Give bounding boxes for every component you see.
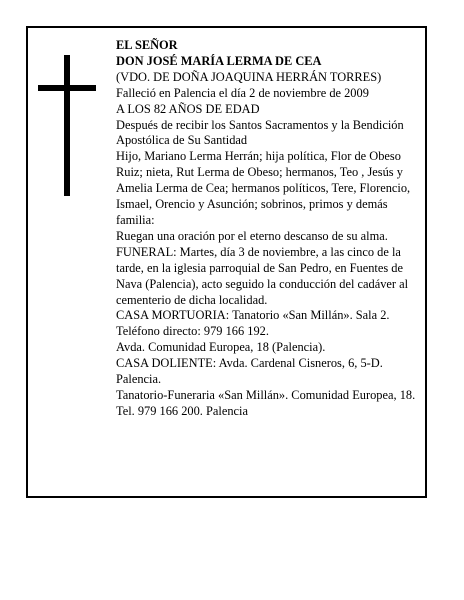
notice-title: EL SEÑOR (116, 38, 178, 52)
obituary-text (116, 38, 426, 420)
casa-doliente: CASA DOLIENTE: Avda. Cardenal Cisneros, 6, 5-D. Palencia. (116, 356, 383, 387)
prayer: Ruegan una oración por el eterno descanso de su alma. (116, 228, 388, 243)
age: A LOS 82 AÑOS DE EDAD (116, 101, 260, 116)
casa-mortuoria: CASA MORTUORIA: Tanatorio «San Millán». Sala 2. Teléfono directo: 979 166 192. (116, 308, 390, 339)
death-date: Falleció en Palencia el día 2 de noviembre de 2009 (116, 85, 369, 100)
funeral: FUNERAL: Martes, día 3 de noviembre, a las cinco de la tarde, en la iglesia parroquial de San Pedro, en Fuentes de Nava (Palencia), acto seguido la conducción del cadáver al cementerio de dicha localidad. (116, 244, 409, 307)
widow-of: (VDO. DE DOÑA JOAQUINA HERRÁN TORRES) (116, 69, 382, 84)
sacraments: Después de recibir los Santos Sacramentos y la Bendición Apostólica de Su Santidad (116, 117, 404, 148)
funeraria: Tanatorio-Funeraria «San Millán». Comunidad Europea, 18. Tel. 979 166 200. Palencia (116, 387, 416, 418)
deceased-name: DON JOSÉ MARÍA LERMA DE CEA (116, 53, 322, 68)
cross-icon-arm (38, 85, 96, 91)
cross-icon (64, 55, 70, 196)
family: Hijo, Mariano Lerma Herrán; hija política, Flor de Obeso Ruiz; nieta, Rut Lerma de Obeso; hermanos, Teo , Jesús y Amelia Lerma de Cea; hermanos políticos, Tere, Florencio, Ismael, Orencio y Asunción; sobrinos, primos y demás familia: (116, 149, 411, 227)
address: Avda. Comunidad Europea, 18 (Palencia). (116, 340, 326, 355)
